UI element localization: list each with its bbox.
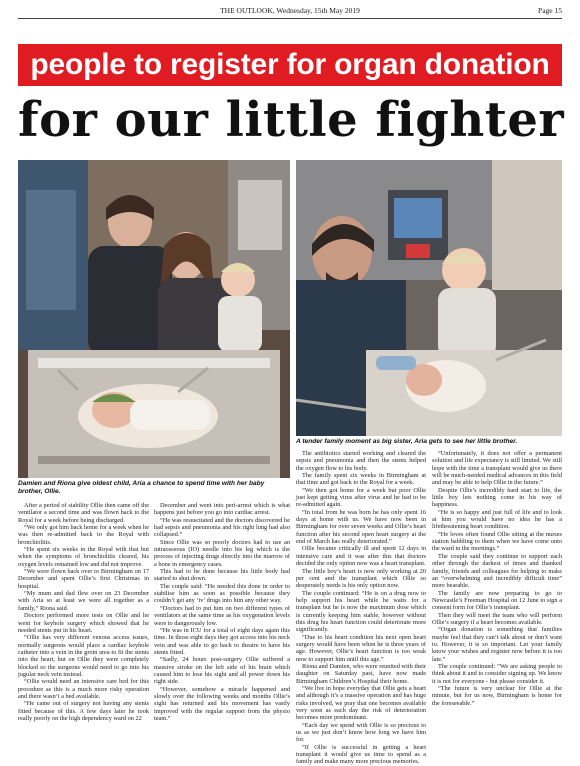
article-paragraph: “Unfortunately, it does not offer a permanent solution and life expectancy is still limited. We still hope with the time a transplant would give us there will be much-needed medical advances in this field and may be able to help Ollie in the future.” bbox=[432, 450, 562, 487]
article-paragraph: “Organ donation is something that families maybe feel that they can’t talk about or don’t want to. However, it is so important. Let your family know your wishes and register now before it is too late.” bbox=[432, 626, 562, 663]
article-paragraph: The couple said they continue to support each other through the darkest of times and thanked family, friends and colleagues for helping to make an “overwhelming and incredibly difficult time” more bearable. bbox=[432, 552, 562, 590]
article-paragraph: “However, somehow a miracle happened and slowly over the following weeks and months Ollie’s sight has returned and his movement has vastly improved with the regular support from the physio team.” bbox=[154, 685, 290, 722]
article-paragraph: Then they will meet the team who will perform Ollie’s surgery if a heart becomes available. bbox=[432, 611, 562, 626]
photo-caption-right: A tender family moment as big sister, Aria gets to see her little brother. bbox=[296, 438, 518, 445]
article-column-4 bbox=[432, 450, 562, 734]
article-paragraph: “Each day we spend with Ollie is so precious to us as we just don’t know how long we have him for. bbox=[296, 721, 426, 744]
article-paragraph: The antibiotics started working and cleared the sepsis and pneumonia and then the stents helped the oxygen flow to his body. bbox=[296, 450, 426, 472]
article-paragraph: “Ollie has very different venous access issues, normally surgeons would place a cardiac keyhole catheter into a vein in the groin area to fit the stents into the heart, but on Ollie they were completely blocked so the surgeons would need to go into his jugular neck vein instead. bbox=[18, 634, 149, 678]
page-number: Page 15 bbox=[538, 6, 562, 15]
family-photo-left-image bbox=[18, 160, 290, 478]
article-paragraph: Riona and Damien, who were reunited with their daughter on Saturday past, have now made Birmingham Children’s Hospital their home. bbox=[296, 662, 426, 685]
article-paragraph: The family are now preparing to go to Newcastle’s Freeman Hospital on 12 June to sign a consent form for Ollie’s transplant. bbox=[432, 589, 562, 612]
family-photo-left bbox=[18, 160, 290, 478]
article-paragraph: Doctors performed more tests on Ollie and he went for keyhole surgery which showed that he needed stents put in his heart. bbox=[18, 612, 149, 634]
article-column-2 bbox=[154, 502, 290, 734]
family-photo-right-image bbox=[296, 160, 562, 436]
article-paragraph: “He came out of surgery not having any stents fitted because of this. A few days later he took really poorly on the high dependency ward on 22 bbox=[18, 700, 149, 722]
article-paragraph: Despite Ollie’s incredibly hard start to life, the little boy lets nothing come in his way of happiness. bbox=[432, 486, 562, 509]
article-paragraph: “Due to his heart condition his next open heart surgery would have been when he is three years of age. However, Ollie’s heart function is too weak now to support him until this age.” bbox=[296, 633, 426, 663]
article-paragraph: “He was resuscitated and the doctors discovered he had sepsis and pneumonia and his right lung had also collapsed.” bbox=[154, 516, 290, 539]
article-paragraph: “My mum and dad flew over on 23 December with Aria so at least we were all together as a family,” Riona said. bbox=[18, 590, 149, 612]
article-paragraph: “We were flown back over to Birmingham on 17 December and spent Ollie’s first Christmas in hospital. bbox=[18, 568, 149, 590]
header-rule bbox=[18, 18, 562, 19]
article-paragraph: December and went into peri-arrest which is what happens just before you go into cardiac arrest. bbox=[154, 502, 290, 517]
article-paragraph: The little boy’s heart is now only working at 20 per cent and the transplant which Ollie so desperately needs is his only option now. bbox=[296, 567, 426, 590]
article-paragraph: “He spent six weeks in the Royal with that but when the symptoms of bronchiolitis cleared, his oxygen levels remained low and did not improve. bbox=[18, 546, 149, 568]
article-paragraph: “Ollie would need an intensive care bed for this procedure as this is a much more risky operation and there wasn’t a bed available. bbox=[18, 678, 149, 700]
family-photo-right bbox=[296, 160, 562, 436]
banner-text: people to register for organ donation bbox=[30, 48, 550, 81]
red-banner bbox=[18, 44, 562, 86]
article-paragraph: The couple continued: “We are asking people to think about it and to consider signing up. We know it is not for everyone - but please consider it. bbox=[432, 662, 562, 685]
article-paragraph: “If Ollie is successful in getting a heart transplant it would give us time to spend as a family and make many more precious memories. bbox=[296, 743, 426, 766]
article-paragraph: Ollie became critically ill and spent 12 days in intensive care and it was after this that doctors decided the only option now was a heart transplant. bbox=[296, 545, 426, 568]
article-paragraph: “The future is very unclear for Ollie at the minute, but for us now, Birmingham is home for the foreseeable.” bbox=[432, 685, 562, 707]
article-paragraph: “Sadly, 24 hours post-surgery Ollie suffered a massive stroke on the left side of his brain which caused him to lose his sight and all power down his right side. bbox=[154, 656, 290, 686]
article-column-1 bbox=[18, 502, 149, 734]
article-paragraph: Since Ollie was so poorly doctors had to use an intraosseous (IO) needle into his leg which is the process of injecting drugs directly into the marrow of a bone in emergency cases. bbox=[154, 538, 290, 568]
article-paragraph: “He is so happy and just full of life and to look at him you would have no idea he has a lifethreatening heart condition. bbox=[432, 508, 562, 531]
article-paragraph: “We then got home for a week but poor Ollie just kept getting virus after virus and he had to be re-admitted again. bbox=[296, 486, 426, 509]
article-column-3 bbox=[296, 450, 426, 766]
article-paragraph: The couple said: “He needed this done in order to stabilise him as soon as possible because they couldn’t get any ‘iv’ drugs into him any other way. bbox=[154, 582, 290, 605]
article-paragraph: The couple continued: “He is on a drug now to help support his heart while he waits for a transplant but he is now the maximum dose which is currently keeping him stable, however without this drug his heart function could deteriorate more significantly. bbox=[296, 589, 426, 634]
article-paragraph: “In total from he was born he has only spent 16 days at home with us. We have now been in Birmingham for over seven weeks and Ollie’s heart function after his second open heart surgery at the end of March has really deteriorated.” bbox=[296, 508, 426, 546]
article-paragraph: The family spent six weeks in Birmingham at that time and got back to the Royal for a week. bbox=[296, 472, 426, 487]
photo-caption-left: Damien and Riona give oldest child, Aria a chance to spend time with her baby brother, Ollie. bbox=[18, 480, 265, 495]
masthead-line: THE OUTLOOK, Wednesday, 15th May 2019 bbox=[220, 6, 360, 15]
article-paragraph: “Doctors had to put him on two different types of ventilators at the same time as his oxygenation levels were to dangerously low. bbox=[154, 604, 290, 627]
article-paragraph: After a period of stability Ollie then came off the ventilator a second time and was flown back to the Royal for a week before being discharged. bbox=[18, 502, 149, 524]
page-folio bbox=[18, 6, 562, 18]
article-paragraph: “We only got him back home for a week when he was then re-admitted back to the Royal with bronchiolitis. bbox=[18, 524, 149, 546]
headline: for our little fighter bbox=[18, 92, 565, 148]
article-paragraph: “We live in hope everyday that Ollie gets a heart and although it’s a massive operation and has huge risks involved, we pray that one becomes available very soon as each day the risk of deterioration becomes more predominant. bbox=[296, 685, 426, 722]
article-paragraph: “He loves often found Ollie sitting at the nurses station babbling to them when we have come onto the ward in the mornings.” bbox=[432, 530, 562, 553]
article-paragraph: This had to be done because his little body had started to shut down. bbox=[154, 568, 290, 583]
article-paragraph: “He was in ICU for a total of eight days again this time. In those eight days they got access into his neck vein and was able to go back to theatre to have his stents fitted. bbox=[154, 626, 290, 656]
